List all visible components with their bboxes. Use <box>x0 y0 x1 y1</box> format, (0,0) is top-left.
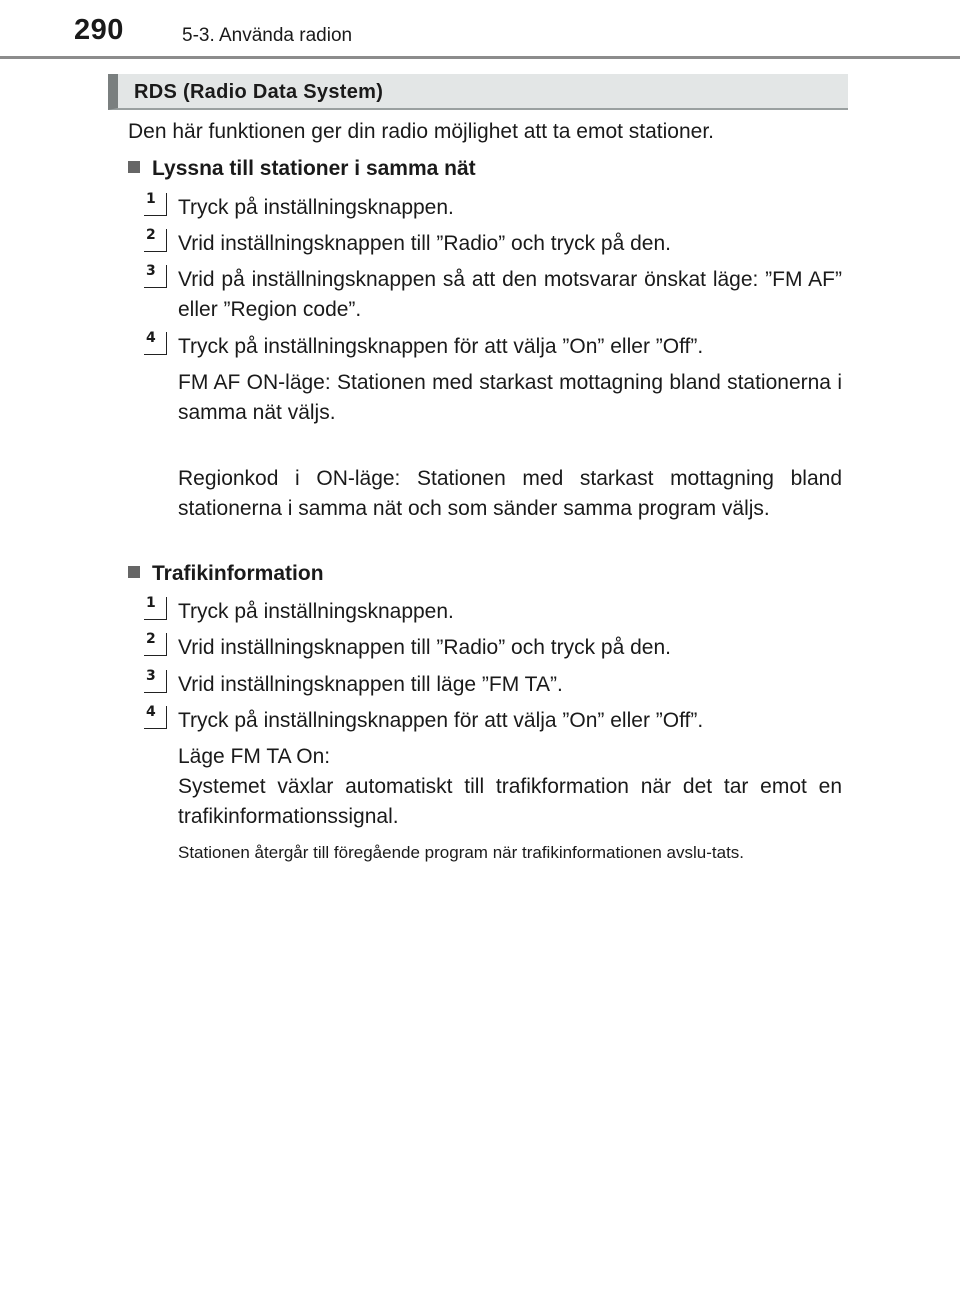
intro-text: Den här funktionen ger din radio möjlighet att ta emot stationer. <box>128 120 715 143</box>
subheading-label: Lyssna till stationer i samma nät <box>152 157 476 180</box>
rds-heading-box <box>108 74 848 110</box>
page-header <box>0 0 960 60</box>
step-text: Tryck på inställningsknappen. <box>178 196 454 219</box>
step-text: Tryck på inställningsknappen. <box>178 600 454 623</box>
step-number-badge: 4 <box>144 706 167 729</box>
step-number-badge: 4 <box>144 332 167 355</box>
note-text: FM AF ON-läge: Stationen med starkast mottagning bland stationerna i samma nät väljs. <box>178 371 842 424</box>
step-text: Vrid på inställningsknappen så att den motsvarar önskat läge: ”FM AF” eller ”Region code”. <box>178 268 842 321</box>
page-number: 290 <box>74 14 124 46</box>
step-text: Vrid inställningsknappen till ”Radio” och tryck på den. <box>178 636 671 659</box>
header-divider <box>0 56 960 59</box>
note-fm-af <box>178 368 842 428</box>
step-text: Vrid inställningsknappen till ”Radio” och tryck på den. <box>178 232 671 255</box>
step-number-badge: 3 <box>144 265 167 288</box>
rds-heading: RDS (Radio Data System) <box>134 81 384 103</box>
note-body: Systemet växlar automatiskt till trafikformation när det tar emot en trafikinformationssignal. <box>178 775 842 828</box>
note-fm-ta <box>178 742 842 832</box>
note-text: Regionkod i ON-läge: Stationen med starkast mottagning bland stationerna i samma nät och som sänder samma program väljs. <box>178 467 842 520</box>
subheading-traffic-info <box>128 562 324 586</box>
note-region-code <box>178 464 842 524</box>
step-number-badge: 3 <box>144 670 167 693</box>
step-number-badge: 1 <box>144 193 167 216</box>
note-title: Läge FM TA On: <box>178 745 331 768</box>
small-note: Stationen återgår till föregående program när trafikinformationen avslu-tats. <box>178 843 745 862</box>
subheading-same-network <box>128 157 476 181</box>
step-text: Vrid inställningsknappen till läge ”FM TA”. <box>178 673 563 696</box>
square-bullet-icon <box>128 566 140 578</box>
subheading-label: Trafikinformation <box>152 562 324 585</box>
square-bullet-icon <box>128 161 140 173</box>
step-number-badge: 2 <box>144 229 167 252</box>
section-title: 5-3. Använda radion <box>182 25 353 46</box>
step-number-badge: 2 <box>144 633 167 656</box>
step-text: Tryck på inställningsknappen för att välja ”On” eller ”Off”. <box>178 709 704 732</box>
step-text: Tryck på inställningsknappen för att välja ”On” eller ”Off”. <box>178 335 704 358</box>
step-number-badge: 1 <box>144 597 167 620</box>
